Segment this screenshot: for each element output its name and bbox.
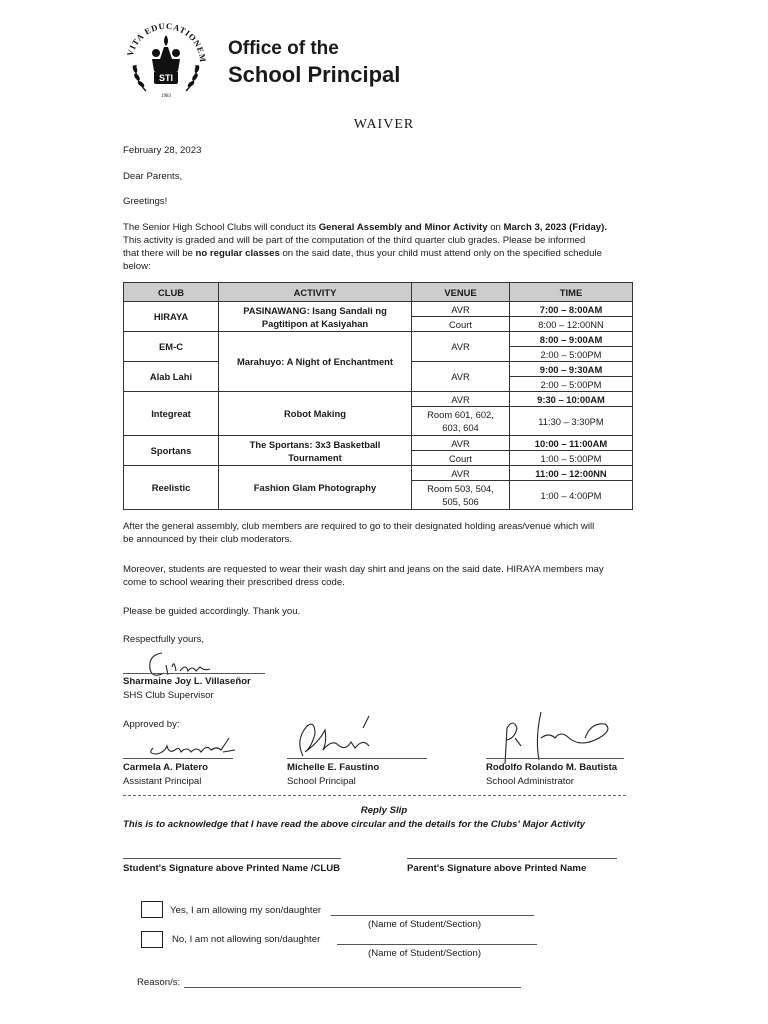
venue-cell: Room 503, 504, 505, 506: [412, 481, 510, 510]
approved-by-label: Approved by:: [123, 719, 180, 730]
svg-text:VITA EDUCATIONEM: VITA EDUCATIONEM: [124, 20, 209, 64]
respectfully-text: Respectfully yours,: [123, 634, 205, 645]
approver-name-2: Michelle E. Faustino: [287, 762, 380, 773]
yes-option-label: Yes, I am allowing my son/daughter: [170, 905, 322, 916]
schedule-table: [123, 282, 633, 510]
svg-text:STI: STI: [158, 73, 174, 83]
time-cell: 9:30 – 10:00AM: [510, 392, 633, 407]
activity-cell: Fashion Glam Photography: [219, 466, 412, 510]
yes-name-section-caption: (Name of Student/Section): [368, 919, 482, 930]
reason-line[interactable]: [184, 987, 521, 988]
time-cell: 10:00 – 11:00AM: [510, 436, 633, 451]
time-cell: 8:00 – 9:00AM: [510, 332, 633, 347]
club-cell: Reelistic: [124, 466, 219, 510]
venue-cell: AVR: [412, 332, 510, 362]
time-cell: 9:00 – 9:30AM: [510, 362, 633, 377]
time-cell: 2:00 – 5:00PM: [510, 377, 633, 392]
reply-slip-title: Reply Slip: [360, 805, 408, 816]
document-title: WAIVER: [353, 117, 415, 132]
time-cell: 11:30 – 3:30PM: [510, 407, 633, 436]
greeting: Greetings!: [123, 196, 168, 207]
header-venue: VENUE: [412, 283, 510, 302]
letter-date: February 28, 2023: [123, 145, 202, 156]
parent-signature-line[interactable]: [407, 858, 617, 859]
time-cell: 11:00 – 12:00NN: [510, 466, 633, 481]
time-cell: 8:00 – 12:00NN: [510, 317, 633, 332]
table-row: [124, 302, 633, 317]
moreover-paragraph: Moreover, students are requested to wear their wash day shirt and jeans on the said date. HIRAYA members may come to school wearing their prescribed dress code.: [123, 564, 604, 588]
office-title-line1: Office of the: [228, 38, 339, 59]
approver-signature-line-2: [287, 758, 427, 759]
header-club: CLUB: [124, 283, 219, 302]
header-activity: ACTIVITY: [219, 283, 412, 302]
student-signature-label: Student's Signature above Printed Name /CLUB: [123, 863, 341, 874]
approver-name-1: Carmela A. Platero: [123, 762, 208, 773]
approver-title-3: School Administrator: [486, 776, 574, 787]
club-cell: Alab Lahi: [124, 362, 219, 392]
supervisor-title: SHS Club Supervisor: [123, 690, 214, 701]
approver-signature-line-3: [486, 758, 624, 759]
svg-text:1983: 1983: [161, 94, 171, 99]
club-cell: HIRAYA: [124, 302, 219, 332]
venue-cell: Room 601, 602, 603, 604: [412, 407, 510, 436]
venue-cell: AVR: [412, 392, 510, 407]
activity-cell: PASINAWANG: Isang Sandali ng Pagtitipon at Kasiyahan: [219, 302, 412, 332]
office-title-line2: School Principal: [228, 62, 401, 87]
supervisor-signature-line: [123, 673, 265, 674]
reason-label: Reason/s:: [137, 977, 181, 988]
approver-title-2: School Principal: [287, 776, 356, 787]
activity-cell: Marahuyo: A Night of Enchantment: [219, 332, 412, 392]
venue-cell: AVR: [412, 436, 510, 451]
time-cell: 1:00 – 4:00PM: [510, 481, 633, 510]
cut-line: [123, 795, 626, 796]
approver-name-3: Rodolfo Rolando M. Bautista: [486, 762, 618, 773]
yes-student-name-line[interactable]: [331, 915, 534, 916]
venue-cell: Court: [412, 317, 510, 332]
salutation: Dear Parents,: [123, 171, 183, 182]
venue-cell: AVR: [412, 362, 510, 392]
no-option-label: No, I am not allowing son/daughter: [172, 934, 321, 945]
parent-signature-label: Parent's Signature above Printed Name: [407, 863, 587, 874]
approver-signature-line-1: [123, 758, 233, 759]
supervisor-name: Sharmaine Joy L. Villaseñor: [123, 676, 251, 687]
guided-text: Please be guided accordingly. Thank you.: [123, 606, 301, 617]
club-cell: Sportans: [124, 436, 219, 466]
activity-cell: The Sportans: 3x3 Basketball Tournament: [219, 436, 412, 466]
no-checkbox[interactable]: [141, 931, 163, 948]
table-header-row: [124, 283, 633, 302]
club-cell: EM-C: [124, 332, 219, 362]
time-cell: 7:00 – 8:00AM: [510, 302, 633, 317]
header-time: TIME: [510, 283, 633, 302]
approver-title-1: Assistant Principal: [123, 776, 202, 787]
time-cell: 1:00 – 5:00PM: [510, 451, 633, 466]
club-cell: Integreat: [124, 392, 219, 436]
table-row: [124, 392, 633, 407]
yes-checkbox[interactable]: [141, 901, 163, 918]
student-signature-line[interactable]: [123, 858, 341, 859]
school-logo: [116, 13, 216, 105]
table-row: [124, 436, 633, 451]
time-cell: 2:00 – 5:00PM: [510, 347, 633, 362]
after-assembly-paragraph: After the general assembly, club members are required to go to their designated holding areas/venue which will be announced by their club moderators.: [123, 521, 595, 545]
no-name-section-caption: (Name of Student/Section): [368, 948, 482, 959]
intro-paragraph: The Senior High School Clubs will conduct its General Assembly and Minor Activity on March 3, 2023 (Friday). This activity is graded and will be part of the computation of the third quarter club grades. Please be informed that there will be no regular classes on the said date, thus your child must attend only on the specified schedule below:: [123, 222, 607, 272]
no-student-name-line[interactable]: [337, 944, 537, 945]
venue-cell: Court: [412, 451, 510, 466]
venue-cell: AVR: [412, 302, 510, 317]
activity-cell: Robot Making: [219, 392, 412, 436]
venue-cell: AVR: [412, 466, 510, 481]
acknowledgement-text: This is to acknowledge that I have read the above circular and the details for the Clubs' Major Activity: [123, 819, 586, 830]
table-row: [124, 332, 633, 347]
table-row: [124, 466, 633, 481]
approver-signature-1: [145, 730, 240, 765]
